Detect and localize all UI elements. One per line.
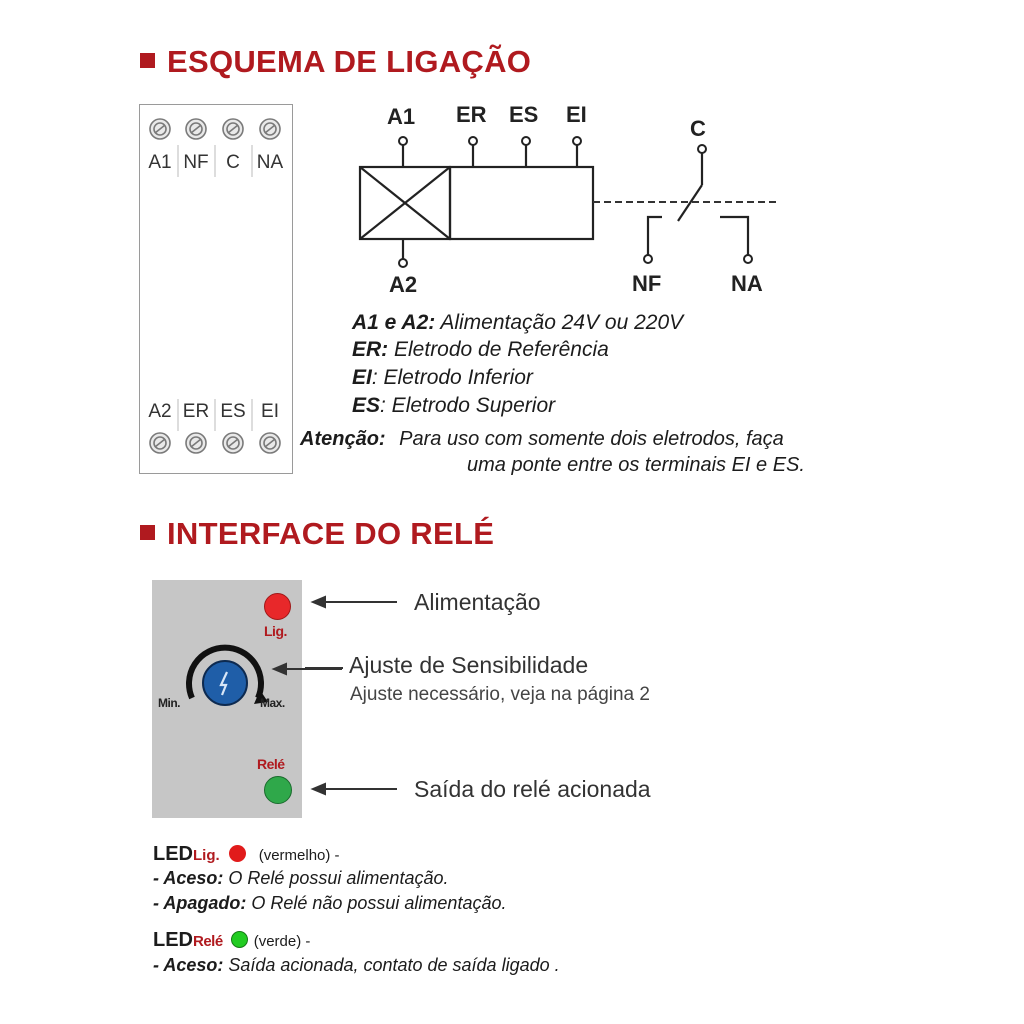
legend-item-a1a2: A1 e A2: Alimentação 24V ou 220V — [352, 311, 684, 334]
arrow-sensitivity-icon — [270, 660, 350, 680]
callout-sensitivity: Ajuste de Sensibilidade — [349, 652, 589, 678]
terminal-label-nf: NF — [183, 152, 209, 173]
schematic-label-ei: EI — [566, 102, 587, 127]
attention-note-line2: uma ponte entre os terminais EI e ES. — [467, 454, 805, 476]
schematic-label-es: ES — [509, 102, 539, 127]
schematic-label-nf: NF — [632, 271, 662, 296]
schematic-label-a2: A2 — [389, 272, 418, 297]
attention-note: Atenção: Para uso com somente dois eletrodos, faça — [300, 428, 784, 450]
terminal-label-a1: A1 — [148, 152, 172, 173]
red-led-dot-icon — [229, 845, 246, 862]
section-title-wiring: ESQUEMA DE LIGAÇÃO — [140, 44, 531, 80]
relay-front-panel — [152, 580, 302, 818]
terminal-label-a2: A2 — [148, 401, 172, 422]
led-info-lig-on: - Aceso: O Relé possui alimentação. — [153, 868, 449, 888]
led-info-rele-header: LEDRelé (verde) - — [153, 929, 311, 951]
power-led-icon — [264, 593, 291, 620]
relay-led-icon — [264, 776, 292, 804]
schematic-label-na: NA — [731, 271, 763, 296]
callout-power: Alimentação — [414, 589, 541, 615]
schematic-label-c: C — [690, 116, 706, 141]
knob-max-label: Max. — [260, 696, 285, 710]
callout-relay-output: Saída do relé acionada — [414, 776, 651, 802]
green-led-dot-icon — [231, 931, 248, 948]
terminal-label-na: NA — [256, 152, 284, 173]
relay-led-label: Relé — [257, 756, 285, 772]
terminal-label-c: C — [226, 152, 240, 173]
bullet-square-icon — [140, 53, 155, 68]
terminal-label-es: ES — [220, 401, 246, 422]
bullet-square-icon — [140, 525, 155, 540]
terminal-label-ei: EI — [261, 401, 279, 422]
schematic-label-er: ER — [456, 102, 487, 127]
led-info-lig-off: - Apagado: O Relé não possui alimentação. — [153, 893, 507, 913]
led-info-rele-on: - Aceso: Saída acionada, contato de saída ligado . — [153, 955, 560, 975]
led-info-lig-header: LEDLig. (vermelho) - — [153, 843, 340, 865]
legend-item-ei: EI: Eletrodo Inferior — [352, 366, 533, 389]
knob-min-label: Min. — [158, 696, 180, 710]
section-title-interface: INTERFACE DO RELÉ — [140, 516, 494, 552]
legend-item-er: ER: Eletrodo de Referência — [352, 338, 609, 361]
callout-sensitivity-sub: Ajuste necessário, veja na página 2 — [350, 684, 650, 705]
power-led-label: Lig. — [264, 623, 287, 639]
terminal-label-er: ER — [182, 401, 210, 422]
schematic-label-a1: A1 — [387, 104, 416, 129]
terminal-block — [139, 104, 293, 474]
legend-item-es: ES: Eletrodo Superior — [352, 394, 556, 417]
